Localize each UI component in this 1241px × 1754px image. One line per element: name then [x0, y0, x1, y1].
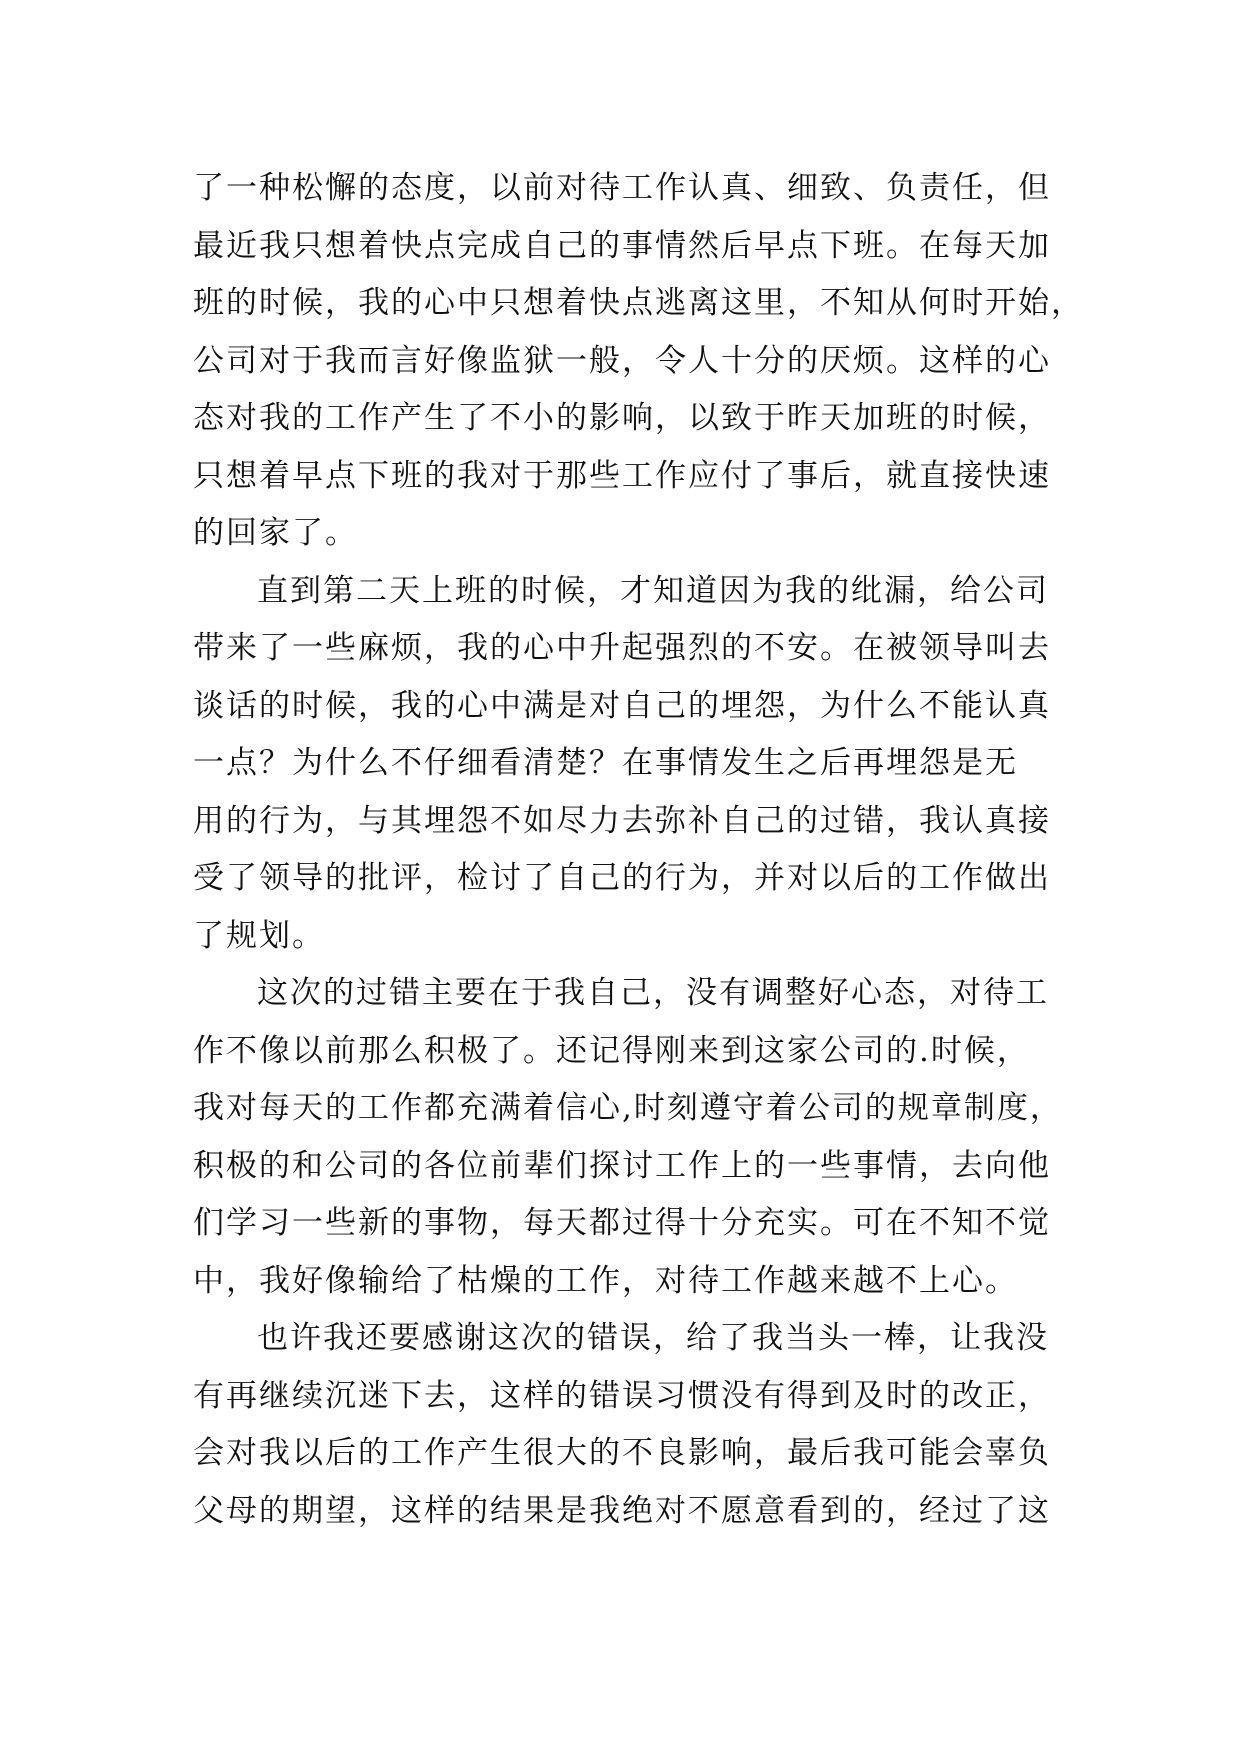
paragraph-first-line: 也许我还要感谢这次的错误，给了我当头一棒，让我没 — [257, 1320, 1049, 1356]
text-line: 积极的和公司的各位前辈们探讨工作上的一些事情，去向他 — [193, 1147, 1051, 1184]
text-line: 的回家了。 — [193, 515, 358, 551]
text-line: 受了领导的批评，检讨了自己的行为，并对以后的工作做出 — [193, 860, 1051, 896]
text-line: 公司对于我而言好像监狱一般，令人十分的厌烦。这样的心 — [193, 342, 1051, 379]
text-line: 只想着早点下班的我对于那些工作应付了事后，就直接快速 — [193, 457, 1051, 494]
paragraph-first-line: 直到第二天上班的时候，才知道因为我的纰漏，给公司 — [257, 572, 1049, 609]
text-line: 了规划。 — [193, 917, 325, 954]
text-line: 中，我好像输给了枯燥的工作，对待工作越来越不上心。 — [193, 1262, 1018, 1299]
document-body — [193, 160, 1084, 1540]
text-line: 有再继续沉迷下去，这样的错误习惯没有得到及时的改正， — [193, 1377, 1051, 1414]
text-line: 用的行为，与其埋怨不如尽力去弥补自己的过错，我认真接 — [193, 802, 1051, 839]
text-line: 态对我的工作产生了不小的影响，以致于昨天加班的时候， — [193, 400, 1051, 436]
text-line: 父母的期望，这样的结果是我绝对不愿意看到的，经过了这 — [193, 1492, 1051, 1529]
text-line: 带来了一些麻烦，我的心中升起强烈的不安。在被领导叫去 — [193, 630, 1051, 666]
text-line: 了一种松懈的态度，以前对待工作认真、细致、负责任，但 — [193, 170, 1051, 206]
text-line: 们学习一些新的事物，每天都过得十分充实。可在不知不觉 — [193, 1205, 1051, 1241]
text-line: 我对每天的工作都充满着信心,时刻遵守着公司的规章制度， — [193, 1090, 1063, 1126]
text-line: 会对我以后的工作产生很大的不良影响，最后我可能会辜负 — [193, 1435, 1051, 1471]
text-line: 作不像以前那么积极了。还记得刚来到这家公司的.时候， — [193, 1032, 1030, 1069]
text-line: 谈话的时候，我的心中满是对自己的埋怨，为什么不能认真 — [193, 687, 1051, 724]
text-line: 最近我只想着快点完成自己的事情然后早点下班。在每天加 — [193, 227, 1051, 264]
text-line: 班的时候，我的心中只想着快点逃离这里，不知从何时开始， — [193, 285, 1084, 321]
paragraph-first-line: 这次的过错主要在于我自己，没有调整好心态，对待工 — [257, 975, 1049, 1011]
text-line: 一点？为什么不仔细看清楚？在事情发生之后再埋怨是无 — [193, 745, 1018, 781]
